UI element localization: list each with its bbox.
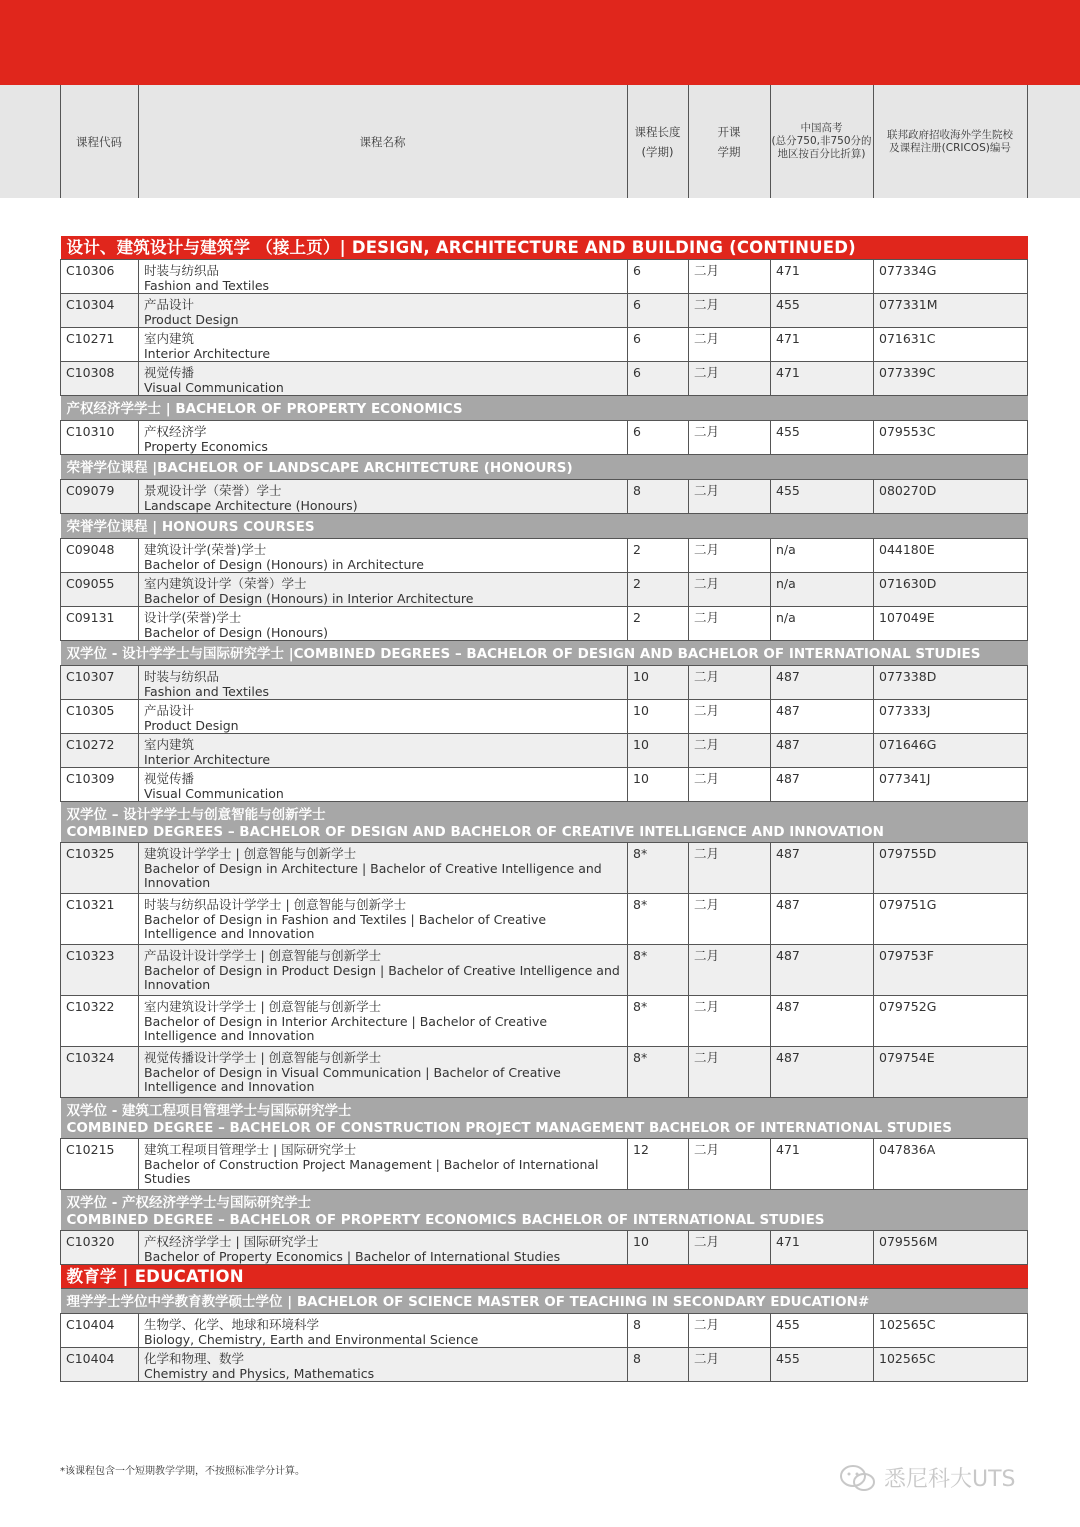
cricos-code: 071646G [874, 734, 1028, 768]
course-name [139, 1047, 628, 1098]
course-name-cn: 建筑设计学(荣誉)学士 [144, 542, 267, 557]
course-length: 10 [628, 1231, 689, 1265]
course-intake: 二月 [689, 1314, 771, 1348]
table-row [61, 539, 1028, 573]
subsection-title: COMBINED DEGREE – BACHELOR OF CONSTRUCTION PROJECT MANAGEMENT BACHELOR OF INTERNATIONAL STUDIES [66, 1119, 952, 1136]
subsection-title: 双学位 - 设计学学士与国际研究学士 |COMBINED DEGREES – BACHELOR OF DESIGN AND BACHELOR OF INTERNATIONAL STUDIES [66, 646, 981, 662]
course-table [60, 236, 1028, 1382]
subsection-header [61, 1190, 1028, 1231]
course-length: 8 [628, 1314, 689, 1348]
table-row [61, 260, 1028, 294]
course-code: C10321 [61, 894, 139, 945]
table-row [61, 573, 1028, 607]
course-name [139, 734, 628, 768]
course-name-en: Bachelor of Design in Fashion and Textiles | Bachelor of Creative Intelligence and Innovation [144, 912, 547, 941]
course-name-en: Property Economics [144, 439, 268, 454]
course-intake: 二月 [689, 294, 771, 328]
course-name-en: Bachelor of Design (Honours) in Architecture [144, 557, 424, 572]
course-length: 10 [628, 700, 689, 734]
top-red-banner [0, 0, 1080, 85]
course-name [139, 843, 628, 894]
course-name-en: Bachelor of Design in Visual Communication | Bachelor of Creative Intelligence and Innovation [144, 1065, 561, 1094]
course-name-en: Bachelor of Design (Honours) [144, 625, 329, 640]
course-code: C10310 [61, 421, 139, 455]
course-name [139, 294, 628, 328]
course-name-en: Visual Communication [144, 786, 284, 801]
gaokao-score: 471 [771, 362, 874, 396]
cricos-code: 077333J [874, 700, 1028, 734]
table-row [61, 700, 1028, 734]
header-gaokao: 中国高考 (总分750,非750分的 地区按百分比折算) [770, 85, 873, 198]
course-name-en: Visual Communication [144, 380, 284, 395]
course-intake: 二月 [689, 945, 771, 996]
subsection-title: 荣誉学位课程 | HONOURS COURSES [66, 519, 315, 535]
course-name [139, 700, 628, 734]
course-name-cn: 化学和物理、数学 [144, 1351, 245, 1366]
table-row [61, 1231, 1028, 1265]
subsection-title: 产权经济学学士 | BACHELOR OF PROPERTY ECONOMICS [66, 401, 463, 417]
gaokao-score: 487 [771, 945, 874, 996]
course-length: 8* [628, 894, 689, 945]
table-row [61, 1139, 1028, 1190]
course-name [139, 260, 628, 294]
course-name-en: Landscape Architecture (Honours) [144, 498, 358, 513]
course-name-cn: 景观设计学（荣誉）学士 [144, 483, 282, 498]
course-length: 6 [628, 421, 689, 455]
gaokao-score: n/a [771, 573, 874, 607]
table-row [61, 894, 1028, 945]
course-name-en: Bachelor of Design in Interior Architecture | Bachelor of Creative Intelligence and Innovation [144, 1014, 548, 1043]
table-row [61, 1047, 1028, 1098]
gaokao-score: 487 [771, 768, 874, 802]
course-code: C10271 [61, 328, 139, 362]
course-name [139, 1314, 628, 1348]
course-code: C09131 [61, 607, 139, 641]
course-intake: 二月 [689, 539, 771, 573]
course-length: 8* [628, 1047, 689, 1098]
course-name-cn: 室内建筑设计学学士 | 创意智能与创新学士 [144, 999, 382, 1014]
course-length: 12 [628, 1139, 689, 1190]
table-row [61, 294, 1028, 328]
table-row [61, 768, 1028, 802]
course-intake: 二月 [689, 480, 771, 514]
course-name [139, 768, 628, 802]
cricos-code: 079753F [874, 945, 1028, 996]
course-name-cn: 室内建筑 [144, 737, 195, 752]
course-length: 6 [628, 294, 689, 328]
gaokao-score: 471 [771, 328, 874, 362]
course-name-en: Bachelor of Design in Architecture | Bachelor of Creative Intelligence and Innovation [144, 861, 602, 890]
cricos-code: 047836A [874, 1139, 1028, 1190]
course-name-cn: 产品设计设计学学士 | 创意智能与创新学士 [144, 948, 382, 963]
course-name-en: Bachelor of Construction Project Management | Bachelor of International Studies [144, 1157, 599, 1186]
header-intake: 开课 学期 [688, 85, 770, 198]
course-name-cn: 产权经济学 [144, 424, 207, 439]
course-intake: 二月 [689, 843, 771, 894]
course-name-cn: 视觉传播 [144, 365, 195, 380]
watermark [838, 1462, 1016, 1493]
course-name-cn: 产权经济学学士 | 国际研究学士 [144, 1234, 319, 1249]
gaokao-score: 487 [771, 1047, 874, 1098]
course-name-cn: 视觉传播 [144, 771, 195, 786]
course-code: C10404 [61, 1348, 139, 1382]
course-code: C10306 [61, 260, 139, 294]
course-name-cn: 室内建筑 [144, 331, 195, 346]
table-row [61, 843, 1028, 894]
gaokao-score: 487 [771, 734, 874, 768]
course-name-cn: 时装与纺织品设计学学士 | 创意智能与创新学士 [144, 897, 407, 912]
gaokao-score: 455 [771, 480, 874, 514]
course-name-en: Bachelor of Property Economics | Bachelor of International Studies [144, 1249, 561, 1264]
course-code: C09055 [61, 573, 139, 607]
gaokao-score: 487 [771, 996, 874, 1047]
course-name [139, 894, 628, 945]
course-code: C10323 [61, 945, 139, 996]
course-intake: 二月 [689, 421, 771, 455]
cricos-code: 071631C [874, 328, 1028, 362]
course-name-en: Biology, Chemistry, Earth and Environmental Science [144, 1332, 479, 1347]
cricos-code: 079755D [874, 843, 1028, 894]
course-code: C10325 [61, 843, 139, 894]
section-header [61, 236, 1028, 260]
table-row [61, 1348, 1028, 1382]
header-cricos: 联邦政府招收海外学生院校 及课程注册(CRICOS)编号 [873, 85, 1027, 198]
course-name [139, 1231, 628, 1265]
course-intake: 二月 [689, 328, 771, 362]
subsection-header [61, 641, 1028, 666]
cricos-code: 080270D [874, 480, 1028, 514]
header-code: 课程代码 [60, 85, 138, 198]
course-code: C10404 [61, 1314, 139, 1348]
course-length: 6 [628, 328, 689, 362]
cricos-code: 107049E [874, 607, 1028, 641]
course-name [139, 945, 628, 996]
course-name-en: Chemistry and Physics, Mathematics [144, 1366, 375, 1381]
course-intake: 二月 [689, 666, 771, 700]
course-name [139, 666, 628, 700]
course-intake: 二月 [689, 362, 771, 396]
course-name-en: Bachelor of Design in Product Design | Bachelor of Creative Intelligence and Innovation [144, 963, 620, 992]
cricos-code: 079752G [874, 996, 1028, 1047]
course-intake: 二月 [689, 996, 771, 1047]
subsection-header [61, 1289, 1028, 1314]
course-intake: 二月 [689, 573, 771, 607]
subsection-title: 理学学士学位中学教育教学硕士学位 | BACHELOR OF SCIENCE MASTER OF TEACHING IN SECONDARY EDUCATION# [66, 1294, 870, 1310]
table-row [61, 328, 1028, 362]
course-name [139, 421, 628, 455]
cricos-code: 102565C [874, 1348, 1028, 1382]
wechat-icon [838, 1463, 878, 1493]
subsection-title: 荣誉学位课程 |BACHELOR OF LANDSCAPE ARCHITECTURE (HONOURS) [66, 460, 573, 476]
course-name [139, 362, 628, 396]
course-name-cn: 时装与纺织品 [144, 669, 220, 684]
subsection-title: COMBINED DEGREE – BACHELOR OF PROPERTY ECONOMICS BACHELOR OF INTERNATIONAL STUDIES [66, 1211, 825, 1228]
column-header [0, 85, 1080, 198]
course-code: C10308 [61, 362, 139, 396]
course-name-en: Interior Architecture [144, 346, 271, 361]
section-title: 教育学 | EDUCATION [61, 1265, 1028, 1289]
course-name-en: Product Design [144, 718, 239, 733]
gaokao-score: 487 [771, 700, 874, 734]
course-name-en: Fashion and Textiles [144, 278, 270, 293]
subsection-header [61, 455, 1028, 480]
footnote: *该课程包含一个短期教学学期，不按照标准学分计算。 [60, 1466, 305, 1477]
course-length: 8* [628, 843, 689, 894]
course-name-cn: 生物学、化学、地球和环境科学 [144, 1317, 320, 1332]
course-length: 6 [628, 260, 689, 294]
gaokao-score: 455 [771, 421, 874, 455]
gaokao-score: 487 [771, 843, 874, 894]
course-code: C10215 [61, 1139, 139, 1190]
course-length: 2 [628, 539, 689, 573]
course-name [139, 539, 628, 573]
cricos-code: 077341J [874, 768, 1028, 802]
course-intake: 二月 [689, 1047, 771, 1098]
subsection-header [61, 396, 1028, 421]
course-name-en: Interior Architecture [144, 752, 271, 767]
cricos-code: 079754E [874, 1047, 1028, 1098]
cricos-code: 077338D [874, 666, 1028, 700]
course-code: C10324 [61, 1047, 139, 1098]
cricos-code: 071630D [874, 573, 1028, 607]
course-length: 2 [628, 573, 689, 607]
course-intake: 二月 [689, 1231, 771, 1265]
header-name: 课程名称 [138, 85, 627, 198]
course-length: 8 [628, 480, 689, 514]
course-code: C10307 [61, 666, 139, 700]
course-name-cn: 建筑设计学学士 | 创意智能与创新学士 [144, 846, 357, 861]
course-name-cn: 建筑工程项目管理学士 | 国际研究学士 [144, 1142, 357, 1157]
course-code: C09048 [61, 539, 139, 573]
course-length: 6 [628, 362, 689, 396]
subsection-title: COMBINED DEGREES – BACHELOR OF DESIGN AND BACHELOR OF CREATIVE INTELLIGENCE AND INNOVATION [66, 823, 884, 840]
subsection-title: 双学位 - 产权经济学学士与国际研究学士 [66, 1194, 312, 1211]
gaokao-score: 455 [771, 1314, 874, 1348]
course-intake: 二月 [689, 700, 771, 734]
table-row [61, 480, 1028, 514]
course-intake: 二月 [689, 768, 771, 802]
table-row [61, 607, 1028, 641]
course-intake: 二月 [689, 607, 771, 641]
course-intake: 二月 [689, 260, 771, 294]
cricos-code: 044180E [874, 539, 1028, 573]
course-code: C10309 [61, 768, 139, 802]
table-row [61, 945, 1028, 996]
course-name [139, 328, 628, 362]
course-length: 8 [628, 1348, 689, 1382]
gaokao-score: 487 [771, 894, 874, 945]
subsection-header [61, 1098, 1028, 1139]
course-name [139, 996, 628, 1047]
subsection-header [61, 514, 1028, 539]
course-code: C10320 [61, 1231, 139, 1265]
course-name [139, 1139, 628, 1190]
cricos-code: 077339C [874, 362, 1028, 396]
watermark-text: 悉尼科大UTS [884, 1467, 1016, 1492]
cricos-code: 079556M [874, 1231, 1028, 1265]
subsection-title: 双学位 – 设计学学士与创意智能与创新学士 [66, 806, 326, 823]
cricos-code: 077331M [874, 294, 1028, 328]
gaokao-score: 471 [771, 1231, 874, 1265]
course-length: 10 [628, 666, 689, 700]
course-intake: 二月 [689, 1348, 771, 1382]
section-title: 设计、建筑设计与建筑学 （接上页）| DESIGN, ARCHITECTURE AND BUILDING (CONTINUED) [61, 236, 1028, 260]
cricos-code: 079751G [874, 894, 1028, 945]
subsection-title: 双学位 - 建筑工程项目管理学士与国际研究学士 [66, 1102, 352, 1119]
course-length: 10 [628, 734, 689, 768]
course-name-cn: 室内建筑设计学（荣誉）学士 [144, 576, 307, 591]
course-intake: 二月 [689, 894, 771, 945]
course-name-en: Product Design [144, 312, 239, 327]
course-code: C10305 [61, 700, 139, 734]
course-code: C10272 [61, 734, 139, 768]
table-row [61, 421, 1028, 455]
cricos-code: 102565C [874, 1314, 1028, 1348]
course-length: 10 [628, 768, 689, 802]
course-length: 2 [628, 607, 689, 641]
gaokao-score: 471 [771, 260, 874, 294]
course-intake: 二月 [689, 1139, 771, 1190]
course-length: 8* [628, 945, 689, 996]
course-code: C09079 [61, 480, 139, 514]
table-row [61, 666, 1028, 700]
table-row [61, 362, 1028, 396]
cricos-code: 077334G [874, 260, 1028, 294]
course-name-en: Fashion and Textiles [144, 684, 270, 699]
course-name-cn: 视觉传播设计学学士 | 创意智能与创新学士 [144, 1050, 382, 1065]
table-row [61, 734, 1028, 768]
table-row [61, 1314, 1028, 1348]
cricos-code: 079553C [874, 421, 1028, 455]
table-row [61, 996, 1028, 1047]
course-name [139, 607, 628, 641]
course-code: C10322 [61, 996, 139, 1047]
course-name-cn: 时装与纺织品 [144, 263, 220, 278]
course-name-en: Bachelor of Design (Honours) in Interior Architecture [144, 591, 474, 606]
gaokao-score: 455 [771, 1348, 874, 1382]
course-name [139, 1348, 628, 1382]
subsection-header [61, 802, 1028, 843]
gaokao-score: 471 [771, 1139, 874, 1190]
course-name [139, 573, 628, 607]
gaokao-score: 455 [771, 294, 874, 328]
course-name [139, 480, 628, 514]
course-name-cn: 产品设计 [144, 703, 195, 718]
gaokao-score: n/a [771, 607, 874, 641]
gaokao-score: n/a [771, 539, 874, 573]
course-length: 8* [628, 996, 689, 1047]
course-name-cn: 设计学(荣誉)学士 [144, 610, 242, 625]
gaokao-score: 487 [771, 666, 874, 700]
course-code: C10304 [61, 294, 139, 328]
header-length: 课程长度 (学期) [627, 85, 688, 198]
section-header [61, 1265, 1028, 1289]
course-intake: 二月 [689, 734, 771, 768]
course-name-cn: 产品设计 [144, 297, 195, 312]
